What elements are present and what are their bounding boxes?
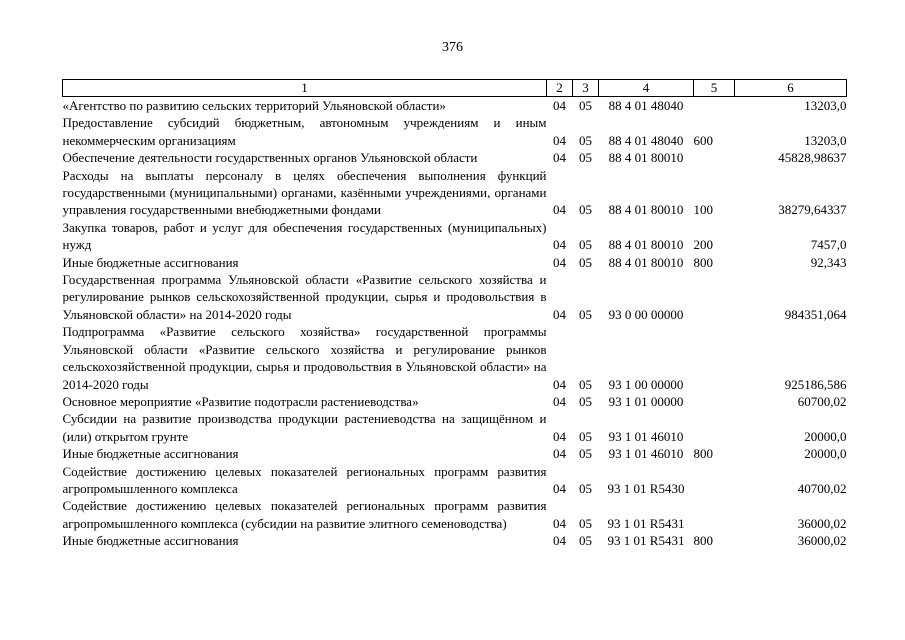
- table-row: [63, 114, 847, 149]
- table-row: [63, 254, 847, 271]
- row-expense-type: [694, 323, 735, 393]
- table-row: [63, 445, 847, 462]
- budget-table: [62, 79, 847, 550]
- row-target-article: 93 1 01 00000: [608, 393, 684, 409]
- column-header-3: 3: [573, 80, 599, 97]
- row-section: 04: [553, 446, 566, 462]
- row-amount: 38279,64337: [778, 202, 847, 218]
- row-amount: 20000,0: [804, 446, 847, 462]
- row-section: 04: [553, 376, 566, 392]
- row-target-article: 88 4 01 80010: [608, 254, 684, 270]
- row-section: 04: [553, 150, 566, 166]
- row-subsection: 05: [579, 237, 592, 253]
- row-subsection: 05: [579, 132, 592, 148]
- row-subsection: 05: [579, 515, 592, 531]
- table-row: [63, 97, 847, 115]
- row-expense-type: 800: [693, 254, 713, 270]
- table-row: [63, 532, 847, 549]
- row-target-article: 93 1 01 R5430: [607, 480, 685, 496]
- row-name: «Агентство по развитию сельских территорий Ульяновской области»: [62, 98, 446, 113]
- column-header-2: 2: [547, 80, 573, 97]
- row-expense-type: [694, 410, 735, 445]
- row-target-article: 93 1 00 00000: [608, 376, 684, 392]
- table-row: [63, 323, 847, 393]
- row-amount: 60700,02: [797, 393, 847, 409]
- row-target-article: 88 4 01 48040: [608, 98, 684, 113]
- row-expense-type: [694, 463, 735, 498]
- row-amount: 7457,0: [810, 237, 847, 253]
- row-name: Содействие достижению целевых показателей региональных программ развития агропромышленного комплекса: [62, 463, 547, 496]
- column-header-1: 1: [63, 80, 547, 97]
- row-expense-type: [694, 393, 735, 410]
- page-number: 376: [442, 40, 463, 55]
- row-amount: 45828,98637: [778, 150, 847, 166]
- table-row: [63, 410, 847, 445]
- row-target-article: 88 4 01 80010: [608, 150, 684, 166]
- row-expense-type: [694, 149, 735, 166]
- row-target-article: 88 4 01 80010: [608, 237, 684, 253]
- row-name: Основное мероприятие «Развитие подотрасли растениеводства»: [62, 393, 419, 409]
- row-section: 04: [553, 254, 566, 270]
- table-row: [63, 149, 847, 166]
- row-section: 04: [553, 306, 566, 322]
- row-name: Обеспечение деятельности государственных органов Ульяновской области: [62, 150, 478, 166]
- column-header-5: 5: [694, 80, 735, 97]
- row-name: Предоставление субсидий бюджетным, автономным учреждениям и иным некоммерческим организациям: [62, 115, 547, 148]
- row-subsection: 05: [579, 98, 592, 113]
- table-header: [63, 80, 847, 97]
- row-subsection: 05: [579, 428, 592, 444]
- column-header-4: 4: [599, 80, 694, 97]
- row-subsection: 05: [579, 393, 592, 409]
- row-name: Иные бюджетные ассигнования: [62, 254, 239, 270]
- row-subsection: 05: [579, 446, 592, 462]
- row-expense-type: [694, 497, 735, 532]
- row-amount: 13203,0: [804, 132, 847, 148]
- column-header-6: 6: [735, 80, 847, 97]
- row-expense-type: 800: [693, 533, 713, 549]
- row-section: 04: [553, 202, 566, 218]
- header-row: [63, 80, 847, 97]
- row-section: 04: [553, 98, 566, 113]
- table-row: [63, 463, 847, 498]
- row-name: Подпрограмма «Развитие сельского хозяйства» государственной программы Ульяновской области «Развитие сельского хозяйства и регулирование рынков сельскохозяйственной продукции, сырья и продовольствия в Ульяновской области» на 2014-2020 годы: [62, 324, 547, 392]
- row-target-article: 93 1 01 46010: [608, 428, 684, 444]
- table-body: [63, 97, 847, 550]
- row-target-article: 93 1 01 R5431: [607, 515, 685, 531]
- table-row: [63, 219, 847, 254]
- row-section: 04: [553, 237, 566, 253]
- row-subsection: 05: [579, 202, 592, 218]
- row-expense-type: [694, 97, 735, 115]
- table-row: [63, 271, 847, 323]
- row-subsection: 05: [579, 480, 592, 496]
- row-subsection: 05: [579, 533, 592, 549]
- row-expense-type: 600: [693, 132, 713, 148]
- row-amount: 40700,02: [797, 480, 847, 496]
- row-name: Государственная программа Ульяновской области «Развитие сельского хозяйства и регулирование рынков сельскохозяйственной продукции, сырья и продовольствия в Ульяновской области» на 2014-2020 годы: [62, 272, 547, 322]
- row-section: 04: [553, 515, 566, 531]
- row-name: Расходы на выплаты персоналу в целях обеспечения выполнения функций государственными (муниципальными) органами, казёнными учреждениями, органами управления государственными внебюджетными фондами: [62, 167, 547, 218]
- row-amount: 13203,0: [804, 98, 847, 113]
- row-name: Иные бюджетные ассигнования: [62, 533, 239, 549]
- row-amount: 20000,0: [804, 428, 847, 444]
- row-target-article: 88 4 01 48040: [608, 132, 684, 148]
- row-target-article: 93 1 01 46010: [608, 446, 684, 462]
- row-expense-type: [694, 271, 735, 323]
- row-name: Закупка товаров, работ и услуг для обеспечения государственных (муниципальных) нужд: [62, 219, 547, 253]
- row-target-article: 93 1 01 R5431: [607, 533, 685, 549]
- row-amount: 92,343: [810, 254, 847, 270]
- row-expense-type: 200: [693, 237, 713, 253]
- row-expense-type: 800: [693, 446, 713, 462]
- table-row: [63, 393, 847, 410]
- row-target-article: 88 4 01 80010: [608, 202, 684, 218]
- table-row: [63, 497, 847, 532]
- row-name: Содействие достижению целевых показателей региональных программ развития агропромышленного комплекса (субсидии на развитие элитного семеноводства): [62, 498, 547, 531]
- row-name: Субсидии на развитие производства продукции растениеводства на защищённом и (или) открытом грунте: [62, 411, 547, 444]
- row-subsection: 05: [579, 254, 592, 270]
- row-amount: 984351,064: [784, 306, 847, 322]
- table-row: [63, 167, 847, 219]
- row-subsection: 05: [579, 306, 592, 322]
- row-expense-type: 100: [693, 202, 713, 218]
- row-amount: 36000,02: [797, 533, 847, 549]
- row-target-article: 93 0 00 00000: [608, 306, 684, 322]
- row-section: 04: [553, 480, 566, 496]
- row-section: 04: [553, 428, 566, 444]
- row-amount: 36000,02: [797, 515, 847, 531]
- row-amount: 925186,586: [784, 376, 847, 392]
- row-subsection: 05: [579, 150, 592, 166]
- row-subsection: 05: [579, 376, 592, 392]
- row-name: Иные бюджетные ассигнования: [62, 446, 239, 462]
- row-section: 04: [553, 132, 566, 148]
- row-section: 04: [553, 393, 566, 409]
- row-section: 04: [553, 533, 566, 549]
